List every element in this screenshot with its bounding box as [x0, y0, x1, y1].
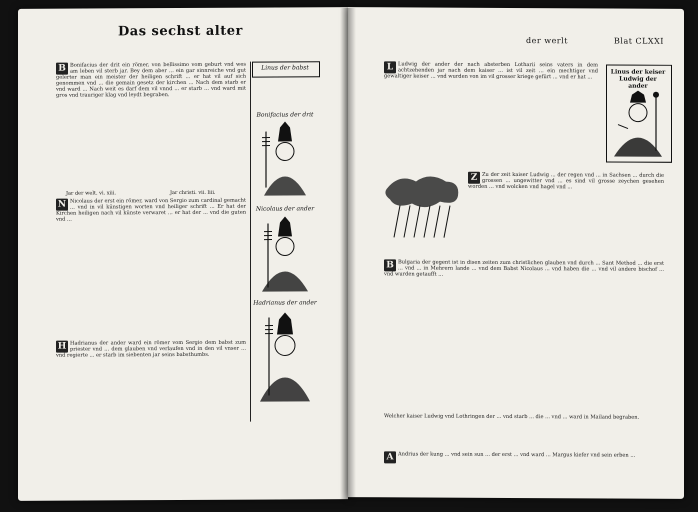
paragraph: Nicolaus der erst ein römer, ward von Sergio zum cardinal gemacht ... vnd in vil künstigen worten vnd heiliger schrift ... Er hat der Kirchen heiligen nach vil künste verwaret ... er hat der ... vnd die guten vnd ...	[56, 197, 246, 223]
figure-caption: Bonifacius der drit	[256, 111, 314, 119]
drop-cap: A	[384, 451, 396, 463]
drop-cap: H	[57, 341, 67, 352]
pope-woodcut	[254, 117, 316, 197]
right-text-5	[384, 451, 664, 482]
drop-cap: B	[56, 63, 68, 75]
paragraph: Hadrianus der ander ward ein römer vom Sergio dem babst zum priester vnd ... dem glauben vnd verlaufen vnd in den vil vnser ... vnd regierte ... er starb im siebenten jar seins babsthumbs.	[56, 339, 246, 359]
right-text-1	[384, 61, 598, 166]
year-heading-left: Jar der welt. vi. xiii.	[66, 190, 116, 197]
running-title-right: der werlt	[526, 36, 568, 46]
text-column-1	[56, 62, 246, 189]
left-page	[18, 7, 348, 501]
figure-caption: Hadrianus der ander	[253, 299, 317, 307]
paragraph: Welcher kaiser Ludwig vnd Lothringen der ... vnd starb ... die ... vnd ... ward in Mailand begraben.	[384, 413, 640, 421]
paragraph: Bonifacius der drit ein römer, von bellissimo vom geburt vnd wes am leben vil sterb jar. Bey dem aber ... ein gar sinnreiche vnd gut gelerter man ein meister der heiligen schrift ... er hat vil auf sich genommen vnd ... die gemain gesetz der kirchen ... Nach dem starb er vnd ward ...	[56, 61, 246, 94]
right-text-3	[384, 259, 664, 410]
paragraph: Ludwig der ander der nach absterben Lotharii seins vaters in dem achtzehenden jar nach dem kaiser ... ist vil zeit ... ein mechtiger vnd gewaltiger keiser ... vnd wurden von im vil grosser kriege gefürt ... vnd er hat ...	[384, 61, 598, 81]
text-column-3	[56, 340, 246, 425]
drop-cap: Z	[468, 172, 480, 184]
drop-cap: L	[384, 61, 396, 73]
figure-caption: Nicolaus der ander	[255, 205, 315, 213]
folio: Blat CLXXI	[614, 36, 664, 46]
emperor-woodcut	[608, 84, 668, 158]
paragraph: Nach weit es darf dem vil vnnd ... er starb ... vnd ward mit gros vnd trauriger klag vnd leydt begraben.	[56, 86, 246, 100]
right-text-2	[468, 172, 664, 255]
right-page	[348, 7, 684, 499]
drop-cap: N	[57, 199, 67, 210]
drop-cap: B	[384, 259, 396, 271]
running-title-left: Das sechst alter	[118, 23, 243, 40]
paragraph: Bulgaria der gegent ist in disen zeiten zum christlichen glauben vnd durch ... Sant Method ... die erst ... vnd ... in Mehrern lande ... vnd dem Babst Nicolaus ... vnd haben die ... vnd vil andere bischof ... vnd wurden getaufft ...	[384, 259, 664, 278]
right-text-4	[384, 413, 664, 448]
year-heading-right: Jar christi. vii. liii.	[170, 189, 216, 197]
figure-caption: Linus der keiser Ludwig der ander	[610, 68, 666, 90]
paragraph: Andrius der kung ... vnd sein sun ... der erst ... vnd ward ... Margus kiefer vnd sein erben ...	[398, 451, 636, 459]
pope-woodcut	[254, 307, 316, 403]
pope-woodcut	[254, 213, 316, 293]
figure-caption: Linus der babst	[261, 64, 309, 72]
illustration-column	[250, 62, 251, 422]
hail-storm-woodcut	[382, 171, 462, 241]
text-column-2	[56, 198, 246, 331]
paragraph: Zu der zeit kaiser Ludwig ... der regen vnd ... in Sachsen ... durch die grossen ... ungewitter vnd ... es sind vil grosse zeychen gesehen worden ... vnd wolcken vnd hagel vnd ...	[468, 171, 664, 191]
